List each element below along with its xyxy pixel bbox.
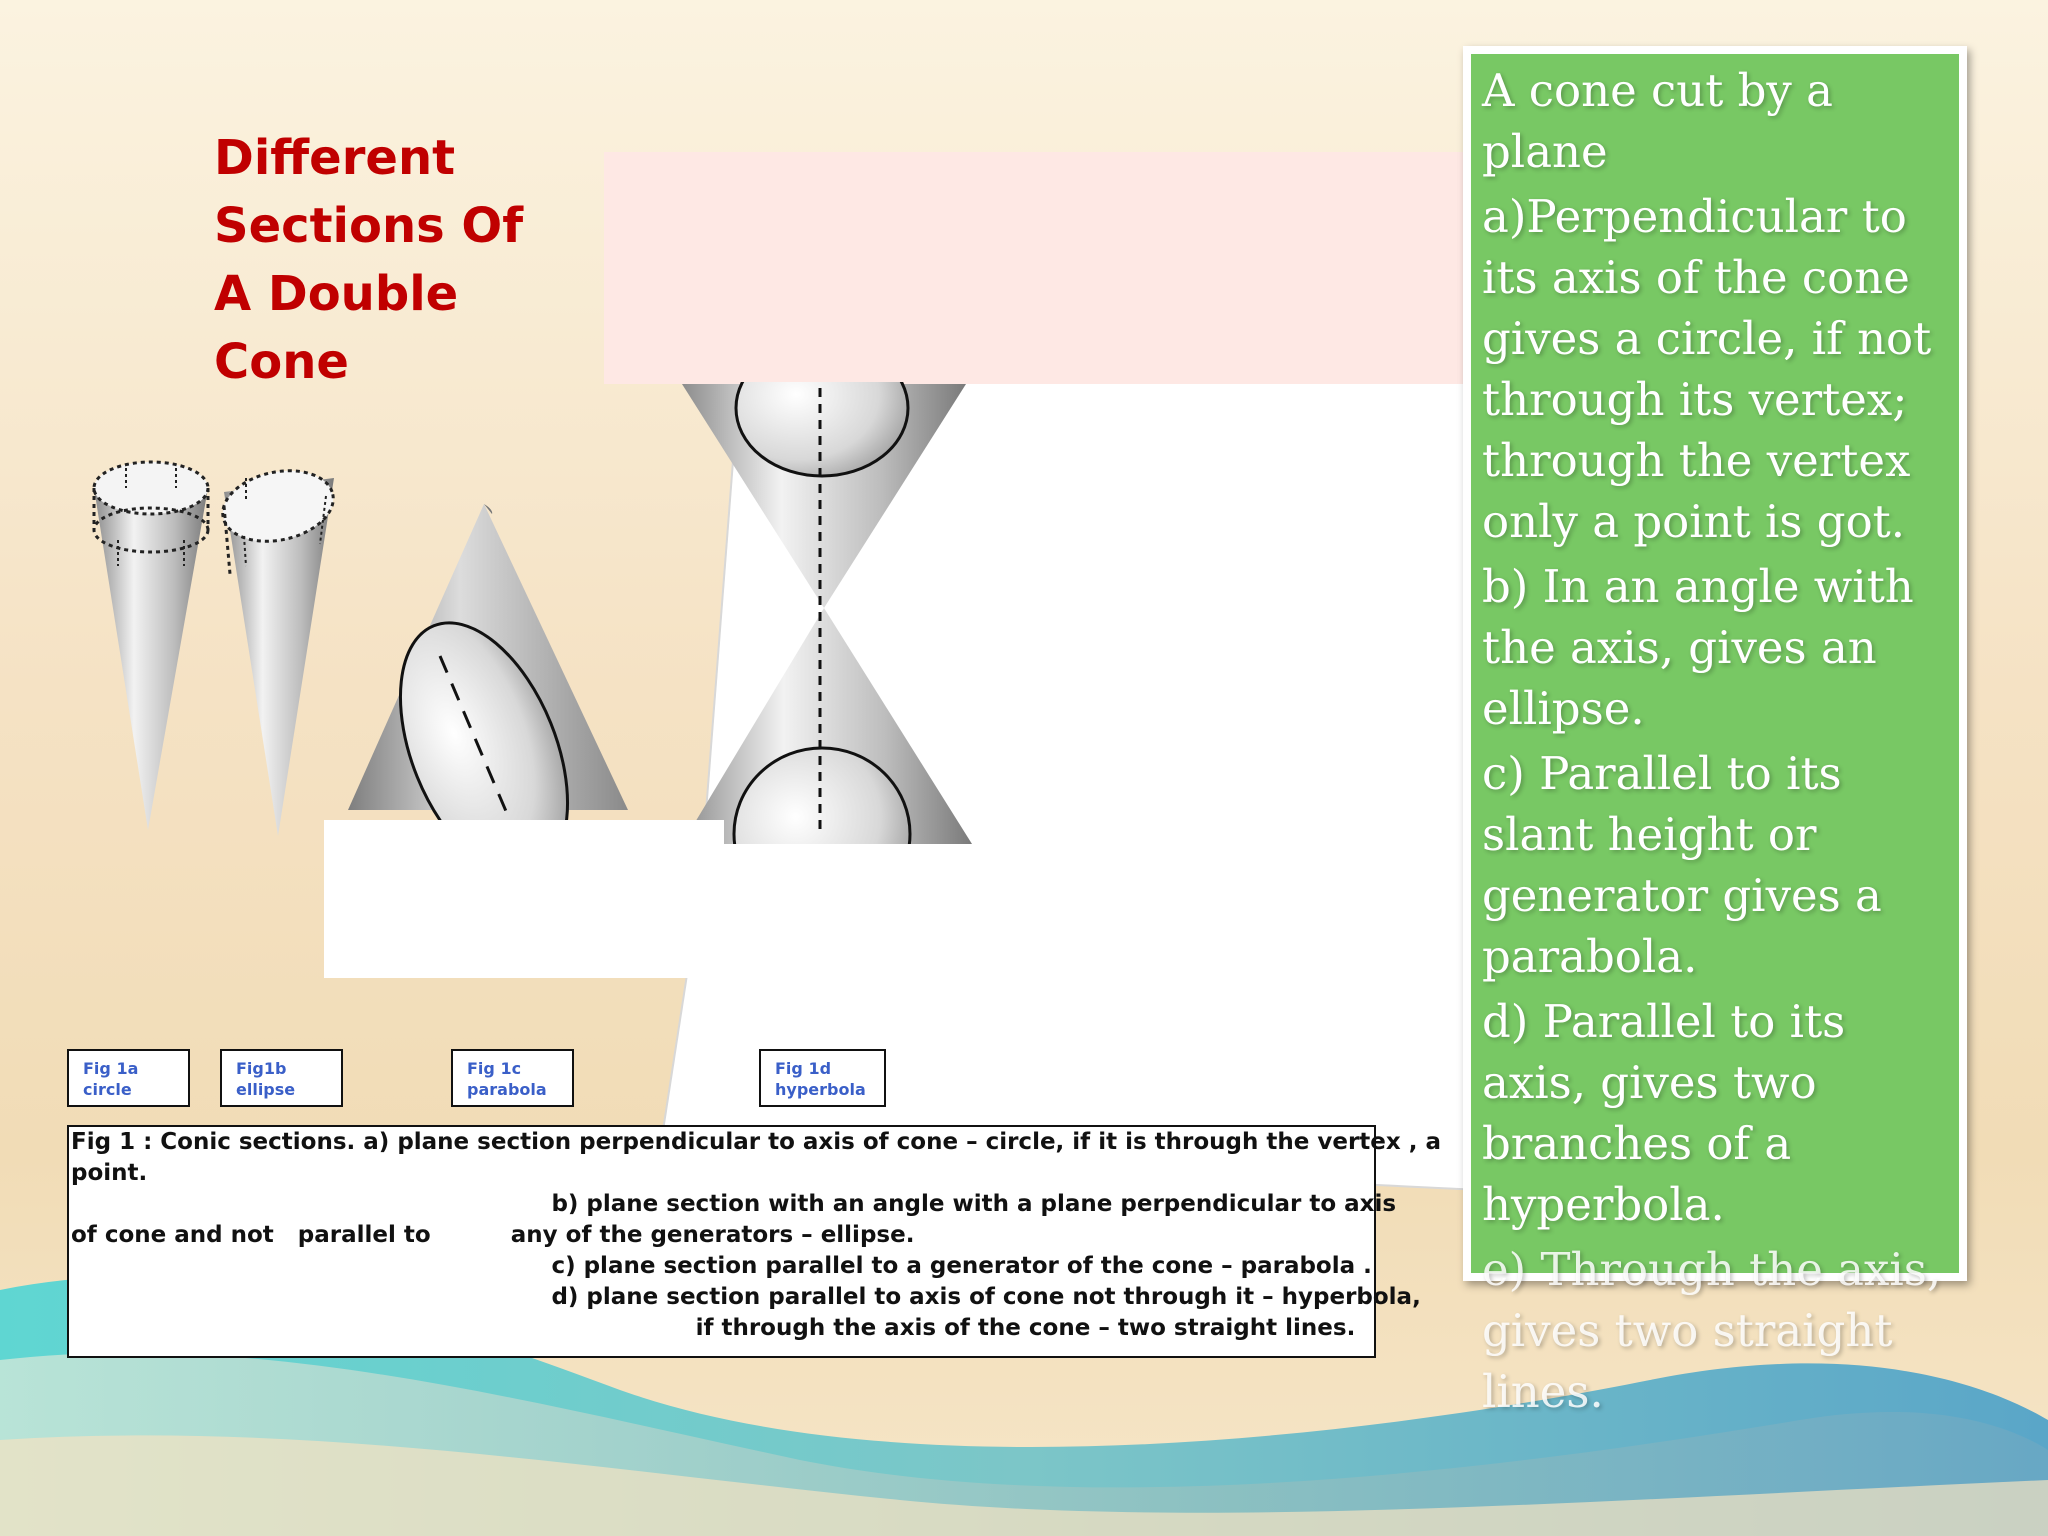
caption-line: if through the axis of the cone – two straight lines.: [71, 1315, 1356, 1341]
figure-caption: [67, 1125, 1442, 1358]
cone-ellipse-figure: [216, 456, 346, 842]
double-cone-figure: [682, 382, 972, 846]
cone-parabola-figure: [344, 500, 630, 830]
caption-line: c) plane section parallel to a generator of the cone – parabola .: [71, 1253, 1372, 1279]
fig-label-1d: Fig 1d hyperbola: [759, 1049, 886, 1107]
cone-circle-figure: [86, 456, 216, 836]
highlight-box: [604, 152, 1466, 384]
caption-line: of cone and not parallel to any of the generators – ellipse.: [71, 1222, 915, 1248]
explanation-e: e) Through the axis, gives two straight lines.: [1482, 1243, 1942, 1418]
fig-label-1c: Fig 1c parabola: [451, 1049, 574, 1107]
caption-line: Fig 1 : Conic sections. a) plane section perpendicular to axis of cone – circle, if it is through the vertex , a: [71, 1129, 1442, 1155]
caption-line: b) plane section with an angle with a plane perpendicular to axis: [71, 1191, 1397, 1217]
explanation-intro: A cone cut by a plane: [1482, 64, 1833, 178]
blank-panel: [324, 820, 724, 978]
explanation-c: c) Parallel to its slant height or generator gives a parabola.: [1482, 747, 1882, 983]
fig-label-1a: Fig 1a circle: [67, 1049, 190, 1107]
explanation-d: d) Parallel to its axis, gives two branches of a hyperbola.: [1482, 995, 1846, 1231]
fig-label-1b: Fig1b ellipse: [220, 1049, 343, 1107]
explanation-text: [1482, 60, 1962, 1426]
explanation-b: b) In an angle with the axis, gives an ellipse.: [1482, 560, 1914, 735]
explanation-a: a)Perpendicular to its axis of the cone gives a circle, if not through its vertex; through the vertex only a point is got.: [1482, 190, 1932, 548]
caption-line: point.: [71, 1160, 148, 1186]
caption-line: d) plane section parallel to axis of cone not through it – hyperbola,: [71, 1284, 1421, 1310]
slide-title: Different Sections Of A Double Cone: [214, 130, 524, 390]
